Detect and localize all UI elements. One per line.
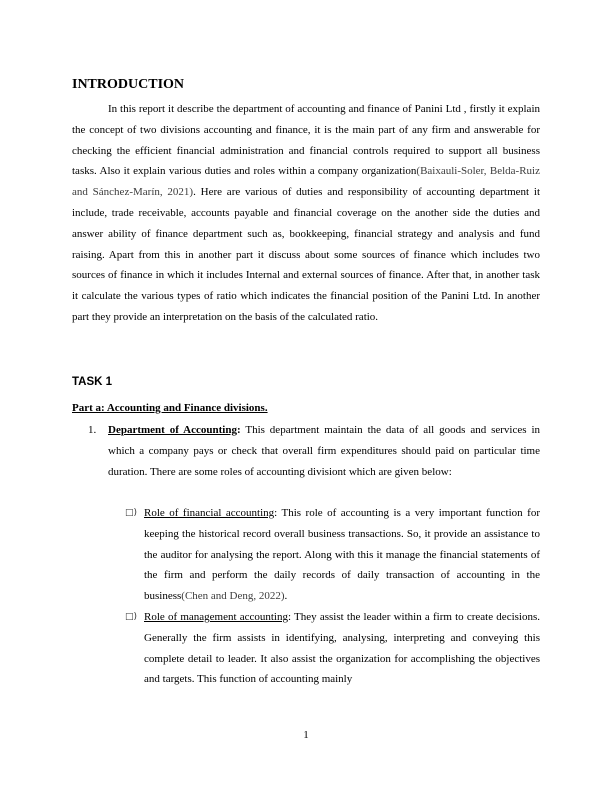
sub-item-title: Role of financial accounting — [144, 507, 275, 519]
sub-item-management-accounting — [144, 607, 540, 690]
task-heading: TASK 1 — [72, 376, 113, 388]
list-item-text: This department maintain the data of all goods and services in which a company pays or check that overall firm expenditures should paid on particular time duration. There are some roles of accounting divisiont which are given below: — [108, 424, 540, 478]
sub-item-text: : This role of accounting is a very important function for keeping the historical record overall business transactions. So, it provide an assistance to the auditor for analysing the report. Along with this it manage the financial statements of the firm and perform the daily records of daily transaction of accounting in the business — [144, 507, 540, 603]
sub-item-text: : They assist the leader within a firm to create decisions. Generally the firm assists in identifying, analysing, interpreting and conveying this complete detail to leader. It also assist the organization for accomplishing the objectives and targets. This function of accounting mainly — [144, 611, 540, 686]
page-number: 1 — [303, 729, 309, 741]
sub-item-financial-accounting — [144, 503, 540, 607]
bullet-icon: □) — [125, 508, 138, 518]
sub-item-end: . — [284, 590, 288, 603]
list-item-title: Department of Accounting — [108, 424, 237, 436]
introduction-heading: INTRODUCTION — [72, 77, 185, 92]
intro-citation: (Baixauli-Soler, Belda-Ruiz and Sánchez-Marín, 2021) — [72, 165, 540, 199]
intro-text-start: In this report it describe the department of accounting and finance of Panini Ltd , firstly it explain the concept of two divisions accounting and finance, it is the main part of any firm and answerable for checking the efficient financial administration and financial controls required to support all business tasks. Also it explain various duties and roles within a company organization — [72, 103, 540, 178]
sub-item-title: Role of management accounting — [144, 611, 288, 623]
intro-text-end: . Here are various of duties and responsibility of accounting department it include, trade receivable, accounts payable and financial coverage on the another side the duties and answer ability of finance department such as, bookkeeping, financial strategy and analysis and fund raising. Apart from this in another part it discuss about some sources of finance which includes two sources of finance in which it includes Internal and external sources of finance. After that, in another task it calculate the various types of ratio which indicates the financial position of the Panini Ltd. In another part they provide an interpretation on the basis of the calculated ratio. — [72, 186, 540, 323]
introduction-paragraph — [72, 99, 540, 328]
list-number: 1. — [88, 424, 97, 436]
part-a-heading: Part a: Accounting and Finance divisions. — [72, 402, 268, 414]
list-item-accounting-department — [108, 420, 540, 482]
bullet-icon: □) — [125, 612, 138, 622]
list-item-colon: : — [236, 424, 241, 436]
sub-item-citation: (Chen and Deng, 2022) — [181, 590, 285, 603]
